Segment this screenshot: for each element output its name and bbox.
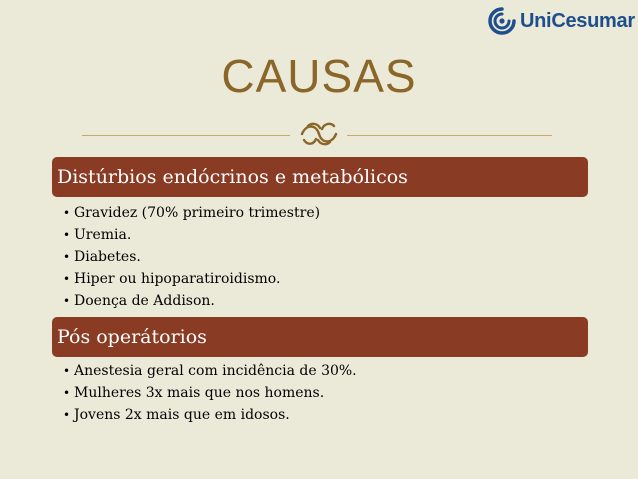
endocrine-causes-list	[63, 202, 320, 312]
list-item-text: Anestesia geral com incidência de 30%.	[74, 363, 357, 379]
list-item	[63, 382, 357, 404]
logo-text: UniCesumar	[520, 9, 635, 32]
list-item-text: Uremia.	[74, 227, 132, 243]
list-item	[63, 290, 320, 312]
postoperative-causes-list	[63, 360, 357, 426]
list-item-text: Doença de Addison.	[74, 293, 215, 309]
bullet-icon: •	[63, 250, 71, 264]
list-item	[63, 268, 320, 290]
list-item-text: Mulheres 3x mais que nos homens.	[74, 385, 325, 401]
list-item	[63, 246, 320, 268]
bullet-icon: •	[63, 364, 71, 378]
list-item	[63, 202, 320, 224]
ornament-icon	[294, 120, 344, 148]
divider-line-right	[347, 135, 552, 136]
unicesumar-logo	[487, 6, 635, 36]
slide-title: CAUSAS	[221, 50, 417, 102]
section-header-endocrine: Distúrbios endócrinos e metabólicos	[52, 157, 588, 197]
bullet-icon: •	[63, 386, 71, 400]
unicesumar-emblem-icon	[487, 7, 517, 35]
list-item-text: Gravidez (70% primeiro trimestre)	[74, 205, 321, 221]
bullet-icon: •	[63, 294, 71, 308]
bullet-icon: •	[63, 228, 71, 242]
list-item	[63, 404, 357, 426]
bullet-icon: •	[63, 408, 71, 422]
divider-line-left	[82, 135, 290, 136]
list-item-text: Diabetes.	[74, 249, 141, 265]
list-item-text: Jovens 2x mais que em idosos.	[74, 407, 290, 423]
list-item-text: Hiper ou hipoparatiroidismo.	[74, 271, 281, 287]
list-item	[63, 360, 357, 382]
list-item	[63, 224, 320, 246]
section-header-postoperative: Pós operátorios	[52, 317, 588, 357]
bullet-icon: •	[63, 206, 71, 220]
bullet-icon: •	[63, 272, 71, 286]
